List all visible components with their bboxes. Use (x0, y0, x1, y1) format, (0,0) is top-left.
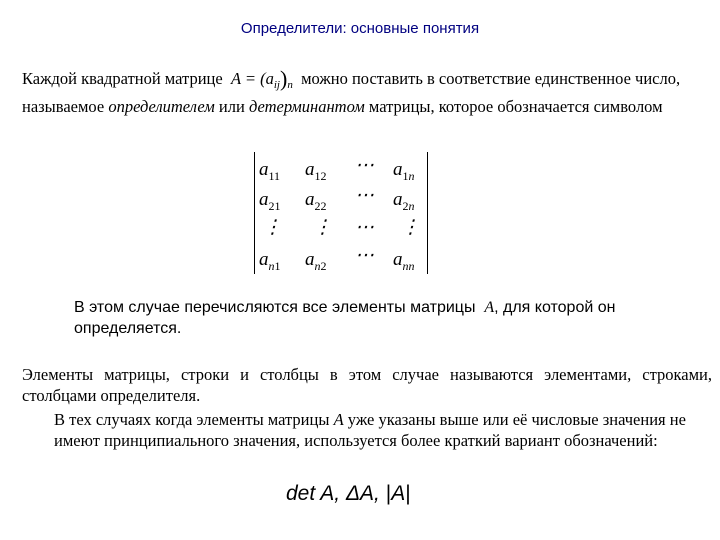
matrix-cell: ⋯ (355, 217, 374, 238)
intro-text-2: можно поставить в соответствие единственное число, называемое (22, 69, 681, 116)
short-text-2: уже указаны выше или её числовые значения не имеют принципиального значения, используется более краткий вариант обозначений: (54, 410, 686, 450)
matrix-cell: $a_{21}$ (259, 189, 281, 213)
matrix-var: A (333, 410, 344, 429)
all-elements-text-2: , для которой он определяется. (74, 299, 616, 337)
matrix-cell: $a_{2n}$ (393, 189, 415, 213)
all-elements-paragraph (74, 297, 714, 339)
short-notation-paragraph (54, 409, 694, 451)
intro-text-1: Каждой квадратной матрице (22, 69, 223, 88)
matrix-cell: $a_{nn}$ (393, 249, 415, 273)
all-elements-text-1: В этом случае перечисляются все элементы матрицы (74, 299, 476, 316)
slide-title: Определители: основные понятия (240, 20, 480, 37)
intro-paragraph (22, 68, 712, 117)
delta-notation: ΔA, (345, 482, 380, 505)
term-determinant: определителем (108, 97, 215, 116)
determinant-notation: det A, ΔA, |A| (286, 482, 411, 505)
matrix-cell: $a_{1n}$ (393, 159, 415, 183)
abs-notation: A (391, 482, 406, 505)
intro-or: или (218, 97, 245, 116)
matrix-cell: ⋯ (355, 245, 374, 266)
matrix-cell: $a_{11}$ (259, 159, 281, 183)
intro-text-3: матрицы, которое обозначается символом (368, 97, 663, 116)
matrix-cell: ⋯ (355, 155, 374, 176)
matrix-var: A (484, 299, 495, 316)
naming-paragraph: Элементы матрицы, строки и столбцы в этом случае называются элементами, строками, столбцами определителя. (22, 365, 712, 405)
matrix-notation: $A = (a_{ij})_n$ (230, 66, 293, 91)
matrix-cell: $a_{12}$ (305, 159, 327, 183)
matrix-cell: $a_{n1}$ (259, 249, 281, 273)
determinant-matrix (254, 152, 428, 274)
short-text-1: В тех случаях когда элементы матрицы (54, 410, 330, 429)
matrix-cell: ⋮ (263, 217, 282, 238)
matrix-cell: $a_{n2}$ (305, 249, 327, 273)
det-notation: det A, (286, 482, 341, 505)
matrix-cell: $a_{22}$ (305, 189, 327, 213)
matrix-cell: ⋮ (313, 217, 332, 238)
matrix-cell: ⋮ (401, 217, 420, 238)
matrix-cell: ⋯ (355, 185, 374, 206)
term-determinant-alt: детерминантом (248, 97, 365, 116)
